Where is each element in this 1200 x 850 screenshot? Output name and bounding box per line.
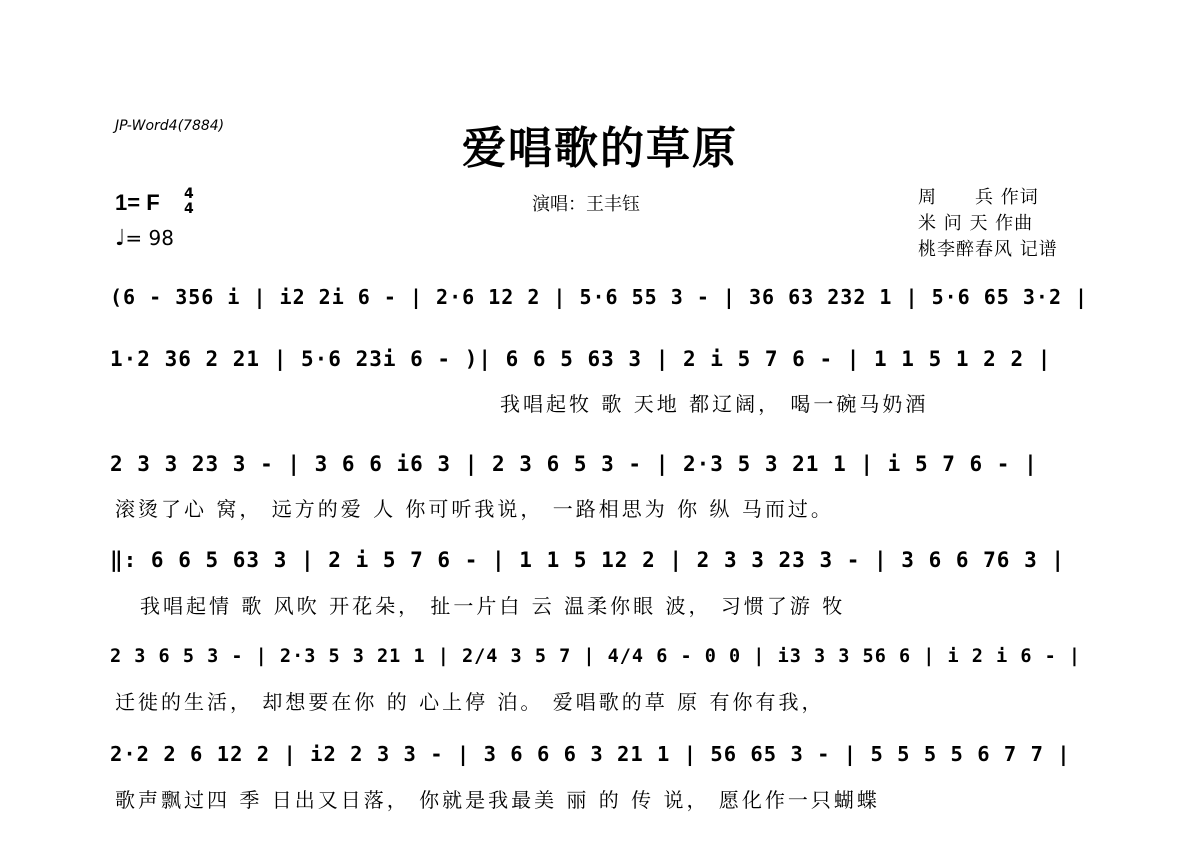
score-line-4-notes: ‖: 6 6 5 63 3 | 2 i 5 7 6 - | 1 1 5 12 2 | 2 3 3 23 3 - | 3 6 6 76 3 | bbox=[110, 548, 1066, 572]
score-line-6-lyrics: 歌声飘过四 季 日出又日落， 你就是我最美 丽 的 传 说， 愿化作一只蝴蝶 bbox=[115, 788, 880, 812]
score-line-5-notes: 2 3 6 5 3 - | 2·3 5 3 21 1 | 2/4 3 5 7 | 4/4 6 - 0 0 | i3 3 3 56 6 | i 2 i 6 - | bbox=[110, 646, 1082, 667]
time-signature-top: 4 bbox=[184, 186, 194, 202]
song-title: 爱唱歌的草原 bbox=[462, 123, 738, 174]
tempo-value: = 98 bbox=[125, 226, 174, 250]
score-line-4-lyrics: 我唱起情 歌 风吹 开花朵， 扯一片白 云 温柔你眼 波， 习惯了游 牧 bbox=[140, 594, 846, 618]
score-line-2-notes: 1·2 36 2 21 | 5·6 23i 6 - )| 6 6 5 63 3 | 2 i 5 7 6 - | 1 1 5 1 2 2 | bbox=[110, 347, 1052, 371]
score-line-1-notes: (6 - 356 i | i2 2i 6 - | 2·6 12 2 | 5·6 55 3 - | 36 63 232 1 | 5·6 65 3·2 | bbox=[110, 285, 1089, 309]
score-line-2-lyrics: 我唱起牧 歌 天地 都辽阔， 喝一碗马奶酒 bbox=[500, 392, 929, 416]
source-label: JP-Word4(7884) bbox=[115, 118, 225, 134]
singer-credit: 演唱：王丰钰 bbox=[532, 194, 640, 215]
time-signature-bottom: 4 bbox=[184, 201, 194, 217]
transcriber-credit: 桃李醉春风 记谱 bbox=[918, 239, 1058, 260]
score-line-3-lyrics: 滚烫了心 窝， 远方的爱 人 你可听我说， 一路相思为 你 纵 马而过。 bbox=[115, 497, 834, 521]
score-line-5-lyrics: 迁徙的生活， 却想要在你 的 心上停 泊。 爱唱歌的草 原 有你有我， bbox=[115, 690, 825, 714]
quarter-note-icon: ♩ bbox=[115, 226, 126, 251]
lyricist-credit: 周 兵 作词 bbox=[918, 187, 1039, 208]
composer-credit: 米 问 天 作曲 bbox=[918, 213, 1034, 234]
score-line-6-notes: 2·2 2 6 12 2 | i2 2 3 3 - | 3 6 6 6 3 21 1 | 56 65 3 - | 5 5 5 5 6 7 7 | bbox=[110, 742, 1071, 766]
key-signature: 1= F bbox=[115, 190, 160, 215]
score-line-3-notes: 2 3 3 23 3 - | 3 6 6 i6 3 | 2 3 6 5 3 - | 2·3 5 3 21 1 | i 5 7 6 - | bbox=[110, 452, 1038, 476]
tempo-marking bbox=[115, 226, 174, 251]
time-signature bbox=[184, 187, 194, 217]
